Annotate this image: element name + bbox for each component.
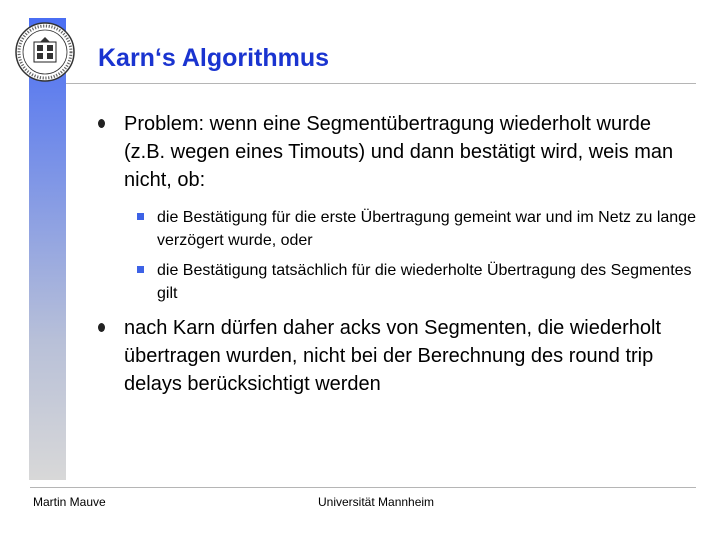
footer-author: Martin Mauve: [33, 495, 106, 509]
bullet-item: [98, 110, 688, 194]
sub-bullet-marker: [137, 266, 144, 273]
footer-divider: [30, 487, 696, 488]
bullet-text: nach Karn dürfen daher acks von Segmenten, die wiederholt übertragen wurden, nicht bei der Berechnung des round trip delays berücksichtigt werden: [124, 317, 662, 395]
bullet-marker: [98, 323, 105, 332]
sub-bullet-text: die Bestätigung für die erste Übertragung gemeint war und im Netz zu lange verzögert wurde, oder: [157, 209, 696, 249]
bullet-item: [98, 314, 688, 398]
sub-bullet-text: die Bestätigung tatsächlich für die wiederholte Übertragung des Segmentes gilt: [157, 262, 692, 302]
accent-sidebar: [29, 18, 66, 480]
footer-institution: Universität Mannheim: [318, 495, 435, 509]
university-seal-icon: [13, 20, 77, 84]
bullet-text: Problem: wenn eine Segmentübertragung wiederholt wurde (z.B. wegen eines Timouts) und dann bestätigt wird, weis man nicht, ob:: [124, 113, 674, 191]
sub-bullet-item: [137, 206, 697, 252]
header-divider: [66, 83, 696, 84]
sub-bullet-item: [137, 259, 697, 305]
slide-title: Karn‘s Algorithmus: [98, 44, 330, 72]
sub-bullet-marker: [137, 213, 144, 220]
bullet-marker: [98, 119, 105, 128]
